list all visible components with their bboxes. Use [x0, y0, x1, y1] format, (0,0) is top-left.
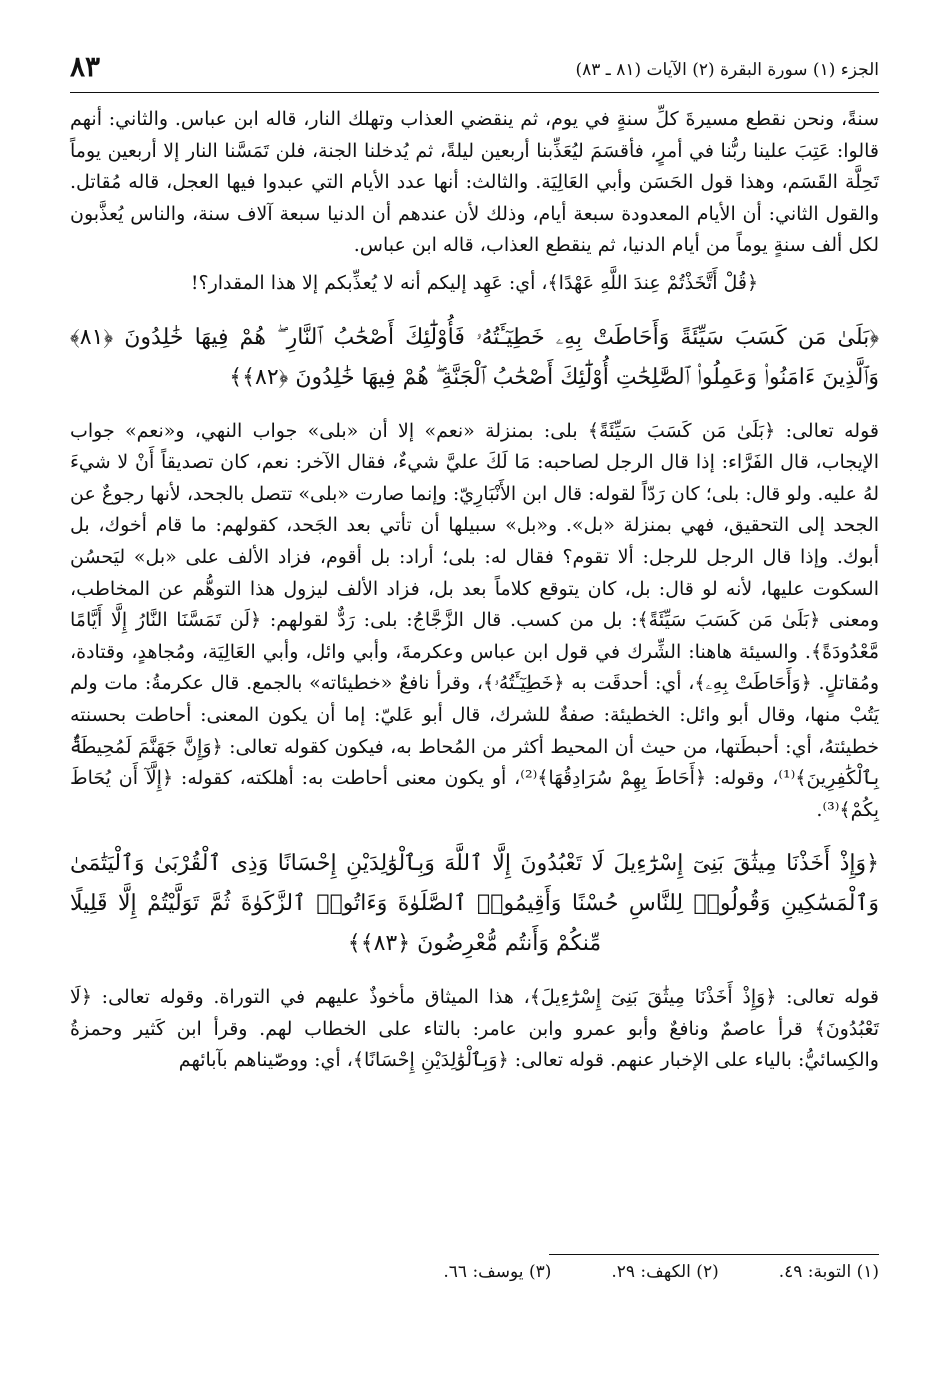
footnote-2: (٢) الكهف: ٢٩. [611, 1262, 719, 1282]
running-head: الجزء (١) سورة البقرة (٢) الآيات (٨١ ـ ٨٣) [575, 60, 879, 80]
paragraph-commentary-2: ﴿قُلْ أَتَّخَذْتُمْ عِندَ اللَّهِ عَهْدًا﴾، أي: عَهِد إليكم أنه لا يُعذِّبكم إلا هذا المقدار؟! [190, 271, 759, 294]
page-number: ٨٣ [70, 50, 101, 83]
quran-verse-81-82: ﴿بَلَىٰ مَن كَسَبَ سَيِّئَةً وَأَحَاطَتْ بِهِۦ خَطِيٓـَٔتُهُۥ فَأُوْلَٰٓئِكَ أَصْحَٰبُ ٱلنَّارِ ۖ هُمْ فِيهَا خَٰلِدُونَ ﴿٨١﴾ وَٱلَّذِينَ ءَامَنُوا۟ وَعَمِلُوا۟ ٱلصَّٰلِحَٰتِ أُوْلَٰٓئِكَ أَصْحَٰبُ ٱلْجَنَّةِ ۖ هُمْ فِيهَا خَٰلِدُونَ ﴿٨٢﴾﴾ [70, 324, 879, 390]
page-header [70, 50, 879, 90]
footnote-1: (١) التوبة: ٤٩. [778, 1262, 879, 1282]
page-body [70, 104, 879, 1083]
paragraph-commentary-3: قوله تعالى: ﴿بَلَىٰ مَن كَسَبَ سَيِّئَةً﴾ بلى: بمنزلة «نعم» إلا أن «بلى» جواب النهي، و«نعم» جواب الإيجاب، قال الفَرَّاء: إذا قال الرجل لصاحبه: مَا لَكَ عليَّ شيءٌ، فقال الآخر: نعم، كان تصديقاً أَنْ لا شيءَ لهُ عليه. ولو قال: بلى؛ كان رَدّاً لقوله: قال ابن الأَنْبَارِيّ: وإنما صارت «بلى» تتصل بالجحد، لأنها رجوعٌ عن الجحد إلى التحقيق، فهي بمنزلة «بل». و«بل» سبيلها أن تأتي بعد الجَحد، كقولهم: ما قام أخوك، بل أبوك. وإذا قال الرجل للرجل: ألا تقوم؟ فقال له: بلى؛ أراد: بل أقوم، فزاد الألف على «بل» ليَحسُن السكوت عليها، لأنه لو قال: بل، كان يتوقع كلاماً بعد بل، فزاد الألف ليزول هذا التوهُّم عن المخاطب، ومعنى ﴿بَلَىٰ مَن كَسَبَ سَيِّئَةً﴾: بل من كسب. قال الزَّجَّاجُ: بلى: رَدٌّ لقولهم: ﴿لَن تَمَسَّنَا النَّارُ إِلَّا أَيَّامًا مَّعْدُودَةً﴾. والسيئة هاهنا: الشِّرك في قول ابن عباس وعكرمةَ، وأبي وائل، وأبي العَالِيَة، ومُجاهدٍ، وقتادة، ومُقاتلٍ. ﴿وَأَحَاطَتْ بِهِۦ﴾، أي: أحدقَت به ﴿خَطِيٓـَٔتُهُۥ﴾، وقرأ نافعٌ «خطيئاته» بالجمع. قال عكرمةُ: مات ولم يَتُبْ منها، وقال أبو وائل: الخطيئة: صفةٌ للشرك، قال أبو عَليّ: إما أن يكون المعنى: أحاطت بحسنته خطيئتهُ، أي: أحبطَتها، من حيث أن المحيط أكثر من المُحاط به، فيكون كقوله تعالى: ﴿وَإِنَّ جَهَنَّمَ لَمُحِيطَةٌۢ بِٱلْكَٰفِرِينَ﴾⁽¹⁾، وقوله: ﴿أَحَاطَ بِهِمْ سُرَادِقُهَا﴾⁽²⁾، أو يكون معنى أحاطت به: أهلكته، كقوله: ﴿إِلَّآ أَن يُحَاطَ بِكُمْ﴾⁽³⁾. [70, 419, 879, 821]
paragraph-commentary-1: سنةً، ونحن نقطع مسيرةَ كلِّ سنةٍ في يوم، ثم ينقضي العذاب وتهلك النار، قاله ابن عباس. والثاني: أنهم قالوا: عَتِبَ علينا ربُّنا في أمرٍ، فأقسَمَ ليُعَذِّبنا أربعين ليلةً، ثم يُدخلنا الجنة، فلن تَمَسَّنا النار إلا أربعين يوماً تَحِلَّة القَسَم، وهذا قول الحَسَن وأبي العَالِيَة. والثالث: أنها عدد الأيام التي عبدوا فيها العجل، قاله مُقاتل. والقول الثاني: أن الأيام المعدودة سبعة أيام، وذلك لأن عندهم أن الدنيا سبعة آلاف سنة، والناس يُعذَّبون لكل ألف سنةٍ يوماً من أيام الدنيا، ثم ينقطع العذاب، قاله ابن عباس. [70, 108, 879, 257]
quran-verse-83: ﴿وَإِذْ أَخَذْنَا مِيثَٰقَ بَنِىٓ إِسْرَٰٓءِيلَ لَا تَعْبُدُونَ إِلَّا ٱللَّهَ وَبِٱلْوَٰلِدَيْنِ إِحْسَانًا وَذِى ٱلْقُرْبَىٰ وَٱلْيَتَٰمَىٰ وَٱلْمَسَٰكِينِ وَقُولُوا۟ لِلنَّاسِ حُسْنًا وَأَقِيمُوا۟ ٱلصَّلَوٰةَ وَءَاتُوا۟ ٱلزَّكَوٰةَ ثُمَّ تَوَلَّيْتُمْ إِلَّا قَلِيلًا مِّنكُمْ وَأَنتُم مُّعْرِضُونَ ﴿٨٣﴾﴾ [70, 851, 879, 957]
footnote-divider [549, 1254, 879, 1255]
footnote-3: (٣) يوسف: ٦٦. [443, 1262, 552, 1282]
paragraph-commentary-4: قوله تعالى: ﴿وَإِذْ أَخَذْنَا مِيثَٰقَ بَنِىٓ إِسْرَٰٓءِيلَ﴾، هذا الميثاق مأخوذٌ عليهم في التوراة. وقوله تعالى: ﴿لَا تَعْبُدُونَ﴾ قرأ عاصمٌ ونافعٌ وأبو عمرو وابن عامر: بالتاء على الخطاب لهم. وقرأ ابن كَثير وحمزةُ والكِسائيُّ: بالياء على الإخبار عنهم. قوله تعالى: ﴿وَبِٱلْوَٰلِدَيْنِ إِحْسَانًا﴾، أي: ووصّيناهم بآبائهم [70, 986, 879, 1072]
footnotes [300, 1262, 879, 1282]
header-divider [70, 92, 879, 93]
